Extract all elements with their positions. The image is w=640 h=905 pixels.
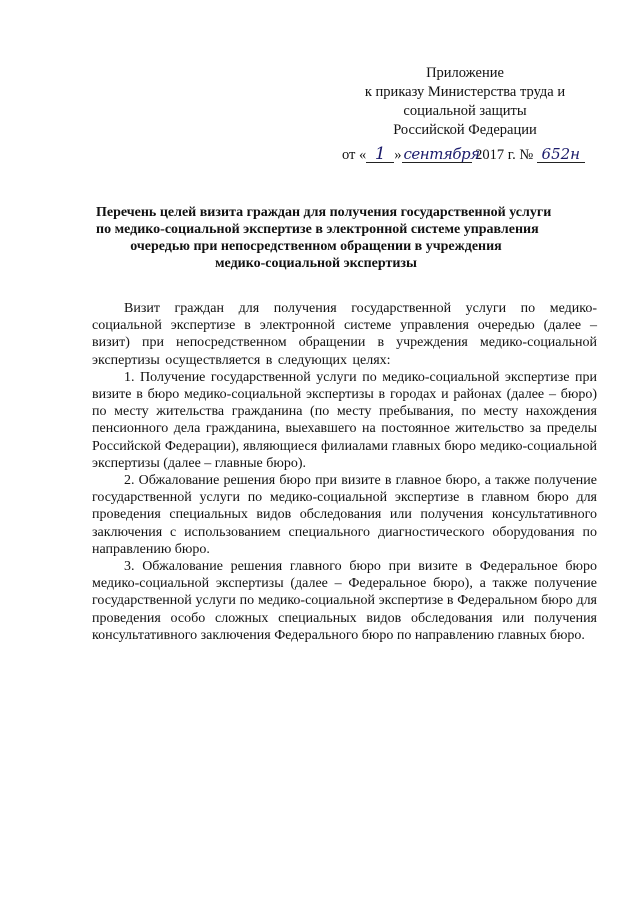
intro-paragraph: Визит граждан для получения государственной услуги по медико-социальной экспертизе в электронной системе управления очередью (далее – визит) при непосредственном обращении в учреждения медико-социальной экспертизы осуществляется в следующих целях: <box>92 301 597 368</box>
handwritten-day: 1 <box>366 146 394 163</box>
order-quote-close: » <box>394 147 402 163</box>
title-line: по медико-социальной экспертизе в электронной системе управления <box>96 222 539 237</box>
title-line: очередью при непосредственном обращении в учреждения <box>130 239 502 254</box>
order-date-line <box>342 146 585 164</box>
order-year-text: 2017 г. № <box>475 147 534 163</box>
appendix-line: к приказу Министерства труда и <box>364 84 566 100</box>
handwritten-month: сентября <box>403 145 480 163</box>
document-body <box>92 300 597 644</box>
list-item-2: 2. Обжалование решения бюро при визите в главное бюро, а также получение государственной услуги по медико-социальной экспертизе в главном бюро для проведения специальных видов обследования или получения консультативного заключения с использованием специального диагностического оборудования по направлению бюро. <box>92 473 597 557</box>
order-prefix: от « <box>342 147 367 163</box>
appendix-line: Российской Федерации <box>393 122 537 138</box>
document-title <box>96 204 552 272</box>
list-item-3: 3. Обжалование решения главного бюро при визите в Федеральное бюро медико-социальной экспертизы (далее – Федеральное бюро), а также получение государственной услуги по медико-социальной экспертизе в Федеральном бюро для проведения особо сложных специальных видов обследования или получения консультативного заключения Федерального бюро по направлению главных бюро. <box>92 559 597 643</box>
appendix-line: социальной защиты <box>403 103 527 119</box>
list-item-1: 1. Получение государственной услуги по медико-социальной экспертизе при визите в бюро медико-социальной экспертизы в городах и районах (далее – бюро) по месту жительства гражданина (по месту пребывания, по месту нахождения пенсионного дела гражданина, выехавшего на постоянное жительство за пределы Российской Федерации), являющиеся филиалами главных бюро медико-социальной экспертизы (далее – главные бюро). <box>92 369 597 471</box>
title-line: Перечень целей визита граждан для получения государственной услуги <box>96 205 552 220</box>
title-line: медико-социальной экспертизы <box>215 256 417 271</box>
appendix-line: Приложение <box>426 65 504 81</box>
handwritten-order-number: 652н <box>537 146 585 163</box>
order-year <box>472 147 537 164</box>
appendix-header <box>340 64 590 140</box>
